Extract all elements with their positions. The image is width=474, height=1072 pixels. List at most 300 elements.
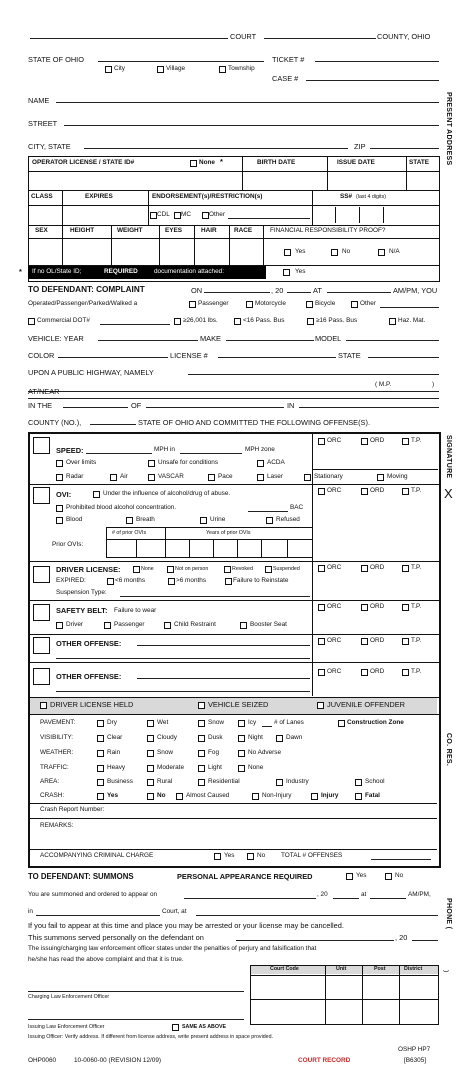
form-revision: 10-0060-00 (REVISION 12/09)	[74, 1057, 162, 1064]
over-limits-label: Over limits	[66, 459, 97, 466]
street-label: STREET	[28, 119, 58, 128]
upon-highway-label: UPON A PUBLIC HIGHWAY, NAMELY	[28, 368, 154, 377]
belt-booster-checkbox[interactable]	[240, 622, 247, 629]
breath-label: Breath	[136, 516, 155, 523]
ord-label: ORD	[370, 437, 385, 444]
residential-checkbox[interactable]	[198, 779, 205, 786]
blood-label: Blood	[66, 516, 83, 523]
township-label: Township	[228, 65, 255, 72]
ord-checkbox[interactable]	[361, 565, 368, 572]
verify-address-note: Issuing Officer: Verify address. If different from license address, write present address in space provided.	[28, 1034, 274, 1040]
tp-label: T.P.	[411, 437, 422, 444]
zip-label: ZIP	[354, 142, 366, 151]
lt16-checkbox[interactable]	[234, 318, 241, 325]
fin-no-checkbox[interactable]	[331, 249, 338, 256]
passenger-vehicle-checkbox[interactable]	[189, 301, 196, 308]
acda-label: ACDA	[267, 459, 285, 466]
mc-checkbox[interactable]	[174, 212, 181, 219]
wet-checkbox[interactable]	[147, 720, 154, 727]
commercial-checkbox[interactable]	[28, 318, 35, 325]
summoned-ampm-label: AM/PM,	[408, 891, 431, 898]
business-checkbox[interactable]	[97, 779, 104, 786]
haz-label: Haz. Mat.	[398, 317, 426, 324]
belt-label: SAFETY BELT:	[56, 606, 108, 615]
radar-checkbox[interactable]	[56, 474, 63, 481]
industry-label: Industry	[286, 778, 309, 785]
street-field[interactable]	[64, 125, 439, 126]
construction-checkbox[interactable]	[338, 720, 345, 727]
other-offense-1-label: OTHER OFFENSE:	[56, 639, 122, 648]
appearance-yes-label: Yes	[356, 872, 367, 879]
ovi-label: OVI:	[56, 490, 72, 499]
license-no-label: LICENSE #	[170, 351, 208, 360]
of-label: OF	[131, 401, 142, 410]
in-the-label: IN THE	[28, 401, 53, 410]
color-label: COLOR	[28, 351, 55, 360]
dry-checkbox[interactable]	[97, 720, 104, 727]
ovi-under-checkbox[interactable]	[93, 491, 100, 498]
crash-no-checkbox[interactable]	[147, 793, 154, 800]
snow-label: Snow	[208, 719, 224, 726]
no-adverse-label: No Adverse	[248, 749, 282, 756]
industry-checkbox[interactable]	[276, 779, 283, 786]
dl-held-checkbox[interactable]	[40, 702, 47, 709]
village-checkbox[interactable]	[157, 66, 164, 73]
sex-header: SEX	[35, 227, 48, 234]
belt-driver-label: Driver	[66, 621, 84, 628]
tp-checkbox[interactable]	[402, 488, 409, 495]
refused-label: Refused	[276, 516, 300, 523]
ord-label: ORD	[370, 564, 385, 571]
belt-driver-checkbox[interactable]	[56, 622, 63, 629]
belt-child-label: Child Restraint	[174, 621, 216, 628]
ge16-label: ≥16 Pass. Bus	[316, 317, 358, 324]
vascar-label: VASCAR	[158, 473, 184, 480]
ord-checkbox[interactable]	[361, 638, 368, 645]
tp-label: T.P.	[411, 564, 422, 571]
case-field[interactable]	[306, 80, 439, 81]
vascar-checkbox[interactable]	[148, 474, 155, 481]
tp-checkbox[interactable]	[402, 565, 409, 572]
crash-yes-checkbox[interactable]	[97, 793, 104, 800]
birth-date-header: BIRTH DATE	[257, 159, 296, 166]
lbs-checkbox[interactable]	[174, 318, 181, 325]
financial-responsibility-label: FINANCIAL RESPONSIBILITY PROOF?	[270, 227, 386, 234]
traffic-none-checkbox[interactable]	[238, 765, 245, 772]
orc-label: ORC	[327, 603, 342, 610]
lt16-label: <16 Pass. Bus	[243, 317, 285, 324]
bicycle-checkbox[interactable]	[306, 301, 313, 308]
orc-checkbox[interactable]	[318, 604, 325, 611]
vehicle-year-label: VEHICLE: YEAR	[28, 334, 84, 343]
dl-susp-type-label: Suspension Type:	[56, 589, 107, 596]
prior-ovis-label: Prior OVIs:	[52, 541, 84, 548]
dl-none-label: None	[141, 566, 154, 572]
weather-label: WEATHER:	[40, 749, 74, 756]
state-commit-label: STATE OF OHIO AND COMMITTED THE FOLLOWING OFFENSE(S).	[138, 418, 370, 427]
construction-label: Construction Zone	[347, 719, 404, 726]
orc-checkbox[interactable]	[318, 638, 325, 645]
belt-booster-label: Booster Seat	[250, 621, 287, 628]
other-endorsement-checkbox[interactable]	[202, 212, 209, 219]
complaint-title: TO DEFENDANT: COMPLAINT	[28, 285, 145, 294]
issuing-officer-label: Issuing Law Enforcement Officer	[28, 1024, 105, 1030]
weather-snow-label: Snow	[157, 749, 173, 756]
orc-checkbox[interactable]	[318, 488, 325, 495]
orc-checkbox[interactable]	[318, 669, 325, 676]
served-text: This summons served personally on the defendant on	[28, 933, 204, 942]
operated-label: Operated/Passenger/Parked/Walked a	[28, 300, 138, 307]
other-endorsement-label: Other	[209, 211, 225, 218]
ge16-checkbox[interactable]	[307, 318, 314, 325]
ovi-under-label: Under the influence of alcohol/drug of abuse.	[103, 490, 231, 497]
dl-fail-reinstate-checkbox[interactable]	[225, 578, 232, 585]
urine-checkbox[interactable]	[200, 517, 207, 524]
vehicle-seized-checkbox[interactable]	[198, 702, 205, 709]
charging-officer-label: Charging Law Enforcement Officer	[28, 994, 110, 1000]
fail-appear-text: If you fail to appear at this time and place you may be arrested or your license may be cancelled.	[28, 921, 344, 930]
rural-checkbox[interactable]	[147, 779, 154, 786]
summoned-label: You are summoned and ordered to appear on	[28, 891, 158, 898]
dl-not-on-person-checkbox[interactable]	[167, 566, 174, 573]
race-header: RACE	[234, 227, 253, 234]
no-id-asterisk: *	[19, 267, 22, 276]
orc-label: ORC	[327, 564, 342, 571]
breath-checkbox[interactable]	[126, 517, 133, 524]
almost-caused-label: Almost Caused	[186, 792, 230, 799]
tp-checkbox[interactable]	[402, 669, 409, 676]
oshp-code: OSHP HP7	[398, 1046, 431, 1053]
commercial-label: Commercial DOT#	[37, 317, 90, 324]
lbs-label: ≥26,001 lbs.	[183, 317, 218, 324]
belt-passenger-checkbox[interactable]	[104, 622, 111, 629]
name-label: NAME	[28, 96, 50, 105]
mc-label: MC	[181, 211, 191, 218]
stationary-checkbox[interactable]	[304, 474, 311, 481]
ticket-field[interactable]	[315, 61, 439, 62]
co-res-label: CO. RES.	[445, 733, 452, 767]
none-asterisk: *	[220, 157, 223, 166]
dusk-checkbox[interactable]	[198, 735, 205, 742]
tp-label: T.P.	[411, 668, 422, 675]
wet-label: Wet	[157, 719, 169, 726]
dl-label: DRIVER LICENSE:	[56, 565, 121, 574]
laser-checkbox[interactable]	[257, 474, 264, 481]
motorcycle-checkbox[interactable]	[246, 301, 253, 308]
night-checkbox[interactable]	[238, 735, 245, 742]
mp-label: ( M.P.	[375, 381, 392, 388]
juvenile-label: JUVENILE OFFENDER	[327, 700, 406, 709]
prior-count-header: # of prior OVIs	[112, 530, 147, 536]
fatal-label: Fatal	[365, 792, 380, 799]
other-offense-2-checkbox[interactable]	[33, 668, 50, 685]
city-checkbox[interactable]	[105, 66, 112, 73]
phone-label: PHONE (	[445, 898, 452, 930]
acda-checkbox[interactable]	[257, 460, 264, 467]
area-label: AREA:	[40, 778, 60, 785]
haz-checkbox[interactable]	[389, 318, 396, 325]
belt-offense-checkbox[interactable]	[33, 604, 50, 621]
dl-revoked-checkbox[interactable]	[224, 566, 231, 573]
present-address-label: PRESENT ADDRESS	[445, 92, 452, 166]
injury-checkbox[interactable]	[311, 793, 318, 800]
appearance-yes-checkbox[interactable]	[346, 873, 353, 880]
dawn-checkbox[interactable]	[276, 735, 283, 742]
eyes-header: EYES	[165, 227, 183, 234]
school-checkbox[interactable]	[355, 779, 362, 786]
refused-checkbox[interactable]	[266, 517, 273, 524]
business-label: Business	[107, 778, 133, 785]
appearance-no-label: No	[395, 872, 404, 879]
speed-offense-checkbox[interactable]	[33, 437, 50, 454]
unit-header: Unit	[336, 966, 347, 972]
ticket-label: TICKET #	[272, 55, 305, 64]
dl-suspended-label: Suspended	[273, 566, 300, 572]
court-code-header: Court Code	[270, 966, 299, 972]
complaint-ampm-label: AM/PM, YOU	[393, 286, 438, 295]
non-injury-checkbox[interactable]	[252, 793, 259, 800]
ord-checkbox[interactable]	[361, 669, 368, 676]
weather-snow-checkbox[interactable]	[147, 750, 154, 757]
city-state-field[interactable]	[84, 148, 348, 149]
moderate-checkbox[interactable]	[147, 765, 154, 772]
acc-no-checkbox[interactable]	[247, 853, 254, 860]
dry-label: Dry	[107, 719, 117, 726]
complaint-year-label: , 20	[271, 286, 284, 295]
dl-lt6-label: <6 months	[115, 577, 146, 584]
tp-checkbox[interactable]	[402, 438, 409, 445]
motorcycle-label: Motorcycle	[255, 300, 286, 307]
tp-checkbox[interactable]	[402, 604, 409, 611]
traffic-label: TRAFFIC:	[40, 764, 69, 771]
ord-checkbox[interactable]	[361, 488, 368, 495]
school-label: School	[365, 778, 385, 785]
injury-label: Injury	[321, 792, 339, 799]
court-label: COURT	[230, 32, 257, 41]
hair-header: HAIR	[201, 227, 217, 234]
other-offense-2-label: OTHER OFFENSE:	[56, 672, 122, 681]
same-as-above-label: SAME AS ABOVE	[182, 1024, 227, 1030]
accompanying-label: ACCOMPANYING CRIMINAL CHARGE	[40, 852, 154, 859]
over-limits-checkbox[interactable]	[56, 460, 63, 467]
fin-yes-checkbox[interactable]	[284, 249, 291, 256]
fog-checkbox[interactable]	[198, 750, 205, 757]
ovi-offense-checkbox[interactable]	[33, 487, 50, 504]
passenger-vehicle-label: Passenger	[198, 300, 229, 307]
summons-title: TO DEFENDANT: SUMMONS	[28, 872, 134, 881]
acc-yes-label: Yes	[224, 852, 235, 859]
operator-license-header: OPERATOR LICENSE / STATE ID#	[32, 159, 135, 166]
cloudy-label: Cloudy	[157, 734, 177, 741]
weight-header: WEIGHT	[117, 227, 143, 234]
clear-checkbox[interactable]	[97, 735, 104, 742]
pavement-label: PAVEMENT:	[40, 719, 76, 726]
other-offense-1-checkbox[interactable]	[33, 637, 50, 654]
ord-label: ORD	[370, 637, 385, 644]
crash-yes-label: Yes	[107, 792, 119, 799]
vehicle-state-label: STATE	[338, 351, 361, 360]
air-label: Air	[120, 473, 128, 480]
issuing-text-1: The issuing/charging law enforcement officer states under the penalties of perjury and falsification that	[28, 945, 317, 952]
form-code: OHP0060	[28, 1057, 57, 1064]
tp-checkbox[interactable]	[402, 638, 409, 645]
tp-label: T.P.	[411, 487, 422, 494]
orc-checkbox[interactable]	[318, 438, 325, 445]
dl-fail-reinstate-label: Failure to Reinstate	[233, 577, 289, 584]
acc-no-label: No	[257, 852, 266, 859]
case-label: CASE #	[272, 74, 299, 83]
city-state-label: CITY, STATE	[28, 142, 71, 151]
dl-expired-label: EXPIRED:	[56, 577, 86, 584]
orc-label: ORC	[327, 637, 342, 644]
moderate-label: Moderate	[157, 764, 184, 771]
no-adverse-checkbox[interactable]	[238, 750, 245, 757]
unsafe-label: Unsafe for conditions	[158, 459, 219, 466]
court-record-label: COURT RECORD	[298, 1057, 351, 1064]
issuing-text-2: he/she has read the above complaint and that it is true.	[28, 956, 184, 963]
rural-label: Rural	[157, 778, 173, 785]
state-header: STATE	[409, 159, 429, 166]
rain-checkbox[interactable]	[97, 750, 104, 757]
make-label: MAKE	[200, 334, 221, 343]
dl-revoked-label: Revoked	[232, 566, 253, 572]
fatal-checkbox[interactable]	[355, 793, 362, 800]
license-grid	[28, 156, 440, 282]
heavy-label: Heavy	[107, 764, 126, 771]
ovi-prohibited-label: Prohibited blood alcohol concentration.	[66, 504, 177, 511]
ord-checkbox[interactable]	[361, 438, 368, 445]
laser-label: Laser	[267, 473, 283, 480]
model-label: MODEL	[315, 334, 342, 343]
urine-label: Urine	[210, 516, 226, 523]
orc-checkbox[interactable]	[318, 565, 325, 572]
county-no-label: COUNTY (NO.),	[28, 418, 82, 427]
fin-na-checkbox[interactable]	[378, 249, 385, 256]
signature-label: SIGNATURE	[445, 435, 452, 479]
ss-note: (last 4 digits)	[356, 194, 387, 200]
acc-yes-checkbox[interactable]	[214, 853, 221, 860]
post-header: Post	[374, 966, 386, 972]
speed-mph-in: MPH in	[154, 446, 175, 453]
dl-lt6-checkbox[interactable]	[107, 578, 114, 585]
summoned-at-label: at	[361, 891, 367, 898]
at-near-label: AT/NEAR	[28, 387, 60, 396]
no-id-pre: If no OL/State ID;	[32, 268, 82, 275]
ord-checkbox[interactable]	[361, 604, 368, 611]
city-label: City	[114, 65, 126, 72]
same-as-above-checkbox[interactable]	[172, 1024, 179, 1031]
phone-close: )	[442, 970, 450, 973]
complaint-on-label: ON	[191, 286, 203, 295]
ord-label: ORD	[370, 603, 385, 610]
no-id-yes-label: Yes	[295, 268, 306, 275]
fin-na-label: N/A	[389, 248, 400, 255]
complaint-at-label: AT	[313, 286, 322, 295]
orc-label: ORC	[327, 487, 342, 494]
orc-label: ORC	[327, 437, 342, 444]
remarks-label: REMARKS:	[40, 822, 74, 829]
issue-date-header: ISSUE DATE	[337, 159, 375, 166]
clear-label: Clear	[107, 734, 123, 741]
total-offenses-label: TOTAL # OFFENSES	[281, 852, 343, 859]
dl-none-checkbox[interactable]	[133, 566, 140, 573]
county-ohio-label: COUNTY, OHIO	[377, 32, 431, 41]
radar-label: Radar	[66, 473, 84, 480]
bicycle-label: Bicycle	[315, 300, 336, 307]
pace-checkbox[interactable]	[208, 474, 215, 481]
moving-label: Moving	[387, 473, 408, 480]
cdl-label: CDL	[157, 211, 170, 218]
traffic-none-label: None	[248, 764, 264, 771]
other-vehicle-label: Other	[360, 300, 376, 307]
state-of-ohio-label: STATE OF OHIO	[28, 55, 84, 64]
light-label: Light	[208, 764, 222, 771]
in-label: IN	[287, 401, 295, 410]
icy-checkbox[interactable]	[238, 720, 245, 727]
class-header: CLASS	[31, 193, 53, 200]
signature-x-mark: X	[444, 486, 453, 501]
icy-label: Icy	[248, 719, 257, 726]
mp-close: )	[432, 381, 435, 388]
blood-checkbox[interactable]	[56, 517, 63, 524]
no-id-post: documentation attached:	[154, 268, 224, 275]
dusk-label: Dusk	[208, 734, 223, 741]
ovi-prohibited-checkbox[interactable]	[56, 505, 63, 512]
dl-gt6-checkbox[interactable]	[168, 578, 175, 585]
other-vehicle-checkbox[interactable]	[351, 301, 358, 308]
night-label: Night	[248, 734, 263, 741]
form-b-code: [B6305]	[404, 1057, 427, 1064]
orc-label: ORC	[327, 668, 342, 675]
dl-gt6-label: >6 months	[176, 577, 207, 584]
juvenile-checkbox[interactable]	[317, 702, 324, 709]
belt-passenger-label: Passenger	[114, 621, 145, 628]
moving-checkbox[interactable]	[377, 474, 384, 481]
dawn-label: Dawn	[286, 734, 303, 741]
township-checkbox[interactable]	[219, 66, 226, 73]
cloudy-checkbox[interactable]	[147, 735, 154, 742]
rain-label: Rain	[107, 749, 121, 756]
ord-label: ORD	[370, 668, 385, 675]
bac-label: BAC	[290, 504, 304, 511]
expires-header: EXPIRES	[85, 193, 113, 200]
cdl-checkbox[interactable]	[150, 212, 157, 219]
lanes-label: # of Lanes	[274, 719, 304, 726]
zip-field[interactable]	[370, 148, 439, 149]
no-id-yes-checkbox[interactable]	[283, 269, 290, 276]
crash-label: CRASH:	[40, 792, 65, 799]
stationary-label: Stationary	[314, 473, 343, 480]
name-field[interactable]	[56, 102, 439, 103]
belt-child-checkbox[interactable]	[164, 622, 171, 629]
speed-label: SPEED:	[56, 446, 84, 455]
years-prior-header: Years of prior OVIs	[206, 530, 251, 536]
visibility-label: VISIBILITY:	[40, 734, 74, 741]
light-checkbox[interactable]	[198, 765, 205, 772]
ss-header: SS#	[340, 193, 353, 200]
air-checkbox[interactable]	[110, 474, 117, 481]
endorsements-header: ENDORSEMENT(s)/RESTRICTION(s)	[152, 193, 263, 200]
none-checkbox[interactable]	[190, 160, 197, 167]
almost-caused-checkbox[interactable]	[176, 793, 183, 800]
heavy-checkbox[interactable]	[97, 765, 104, 772]
dl-offense-checkbox[interactable]	[33, 566, 50, 583]
summoned-in-label: in	[28, 908, 33, 915]
dl-suspended-checkbox[interactable]	[265, 566, 272, 573]
appearance-no-checkbox[interactable]	[385, 873, 392, 880]
unsafe-checkbox[interactable]	[148, 460, 155, 467]
snow-checkbox[interactable]	[198, 720, 205, 727]
